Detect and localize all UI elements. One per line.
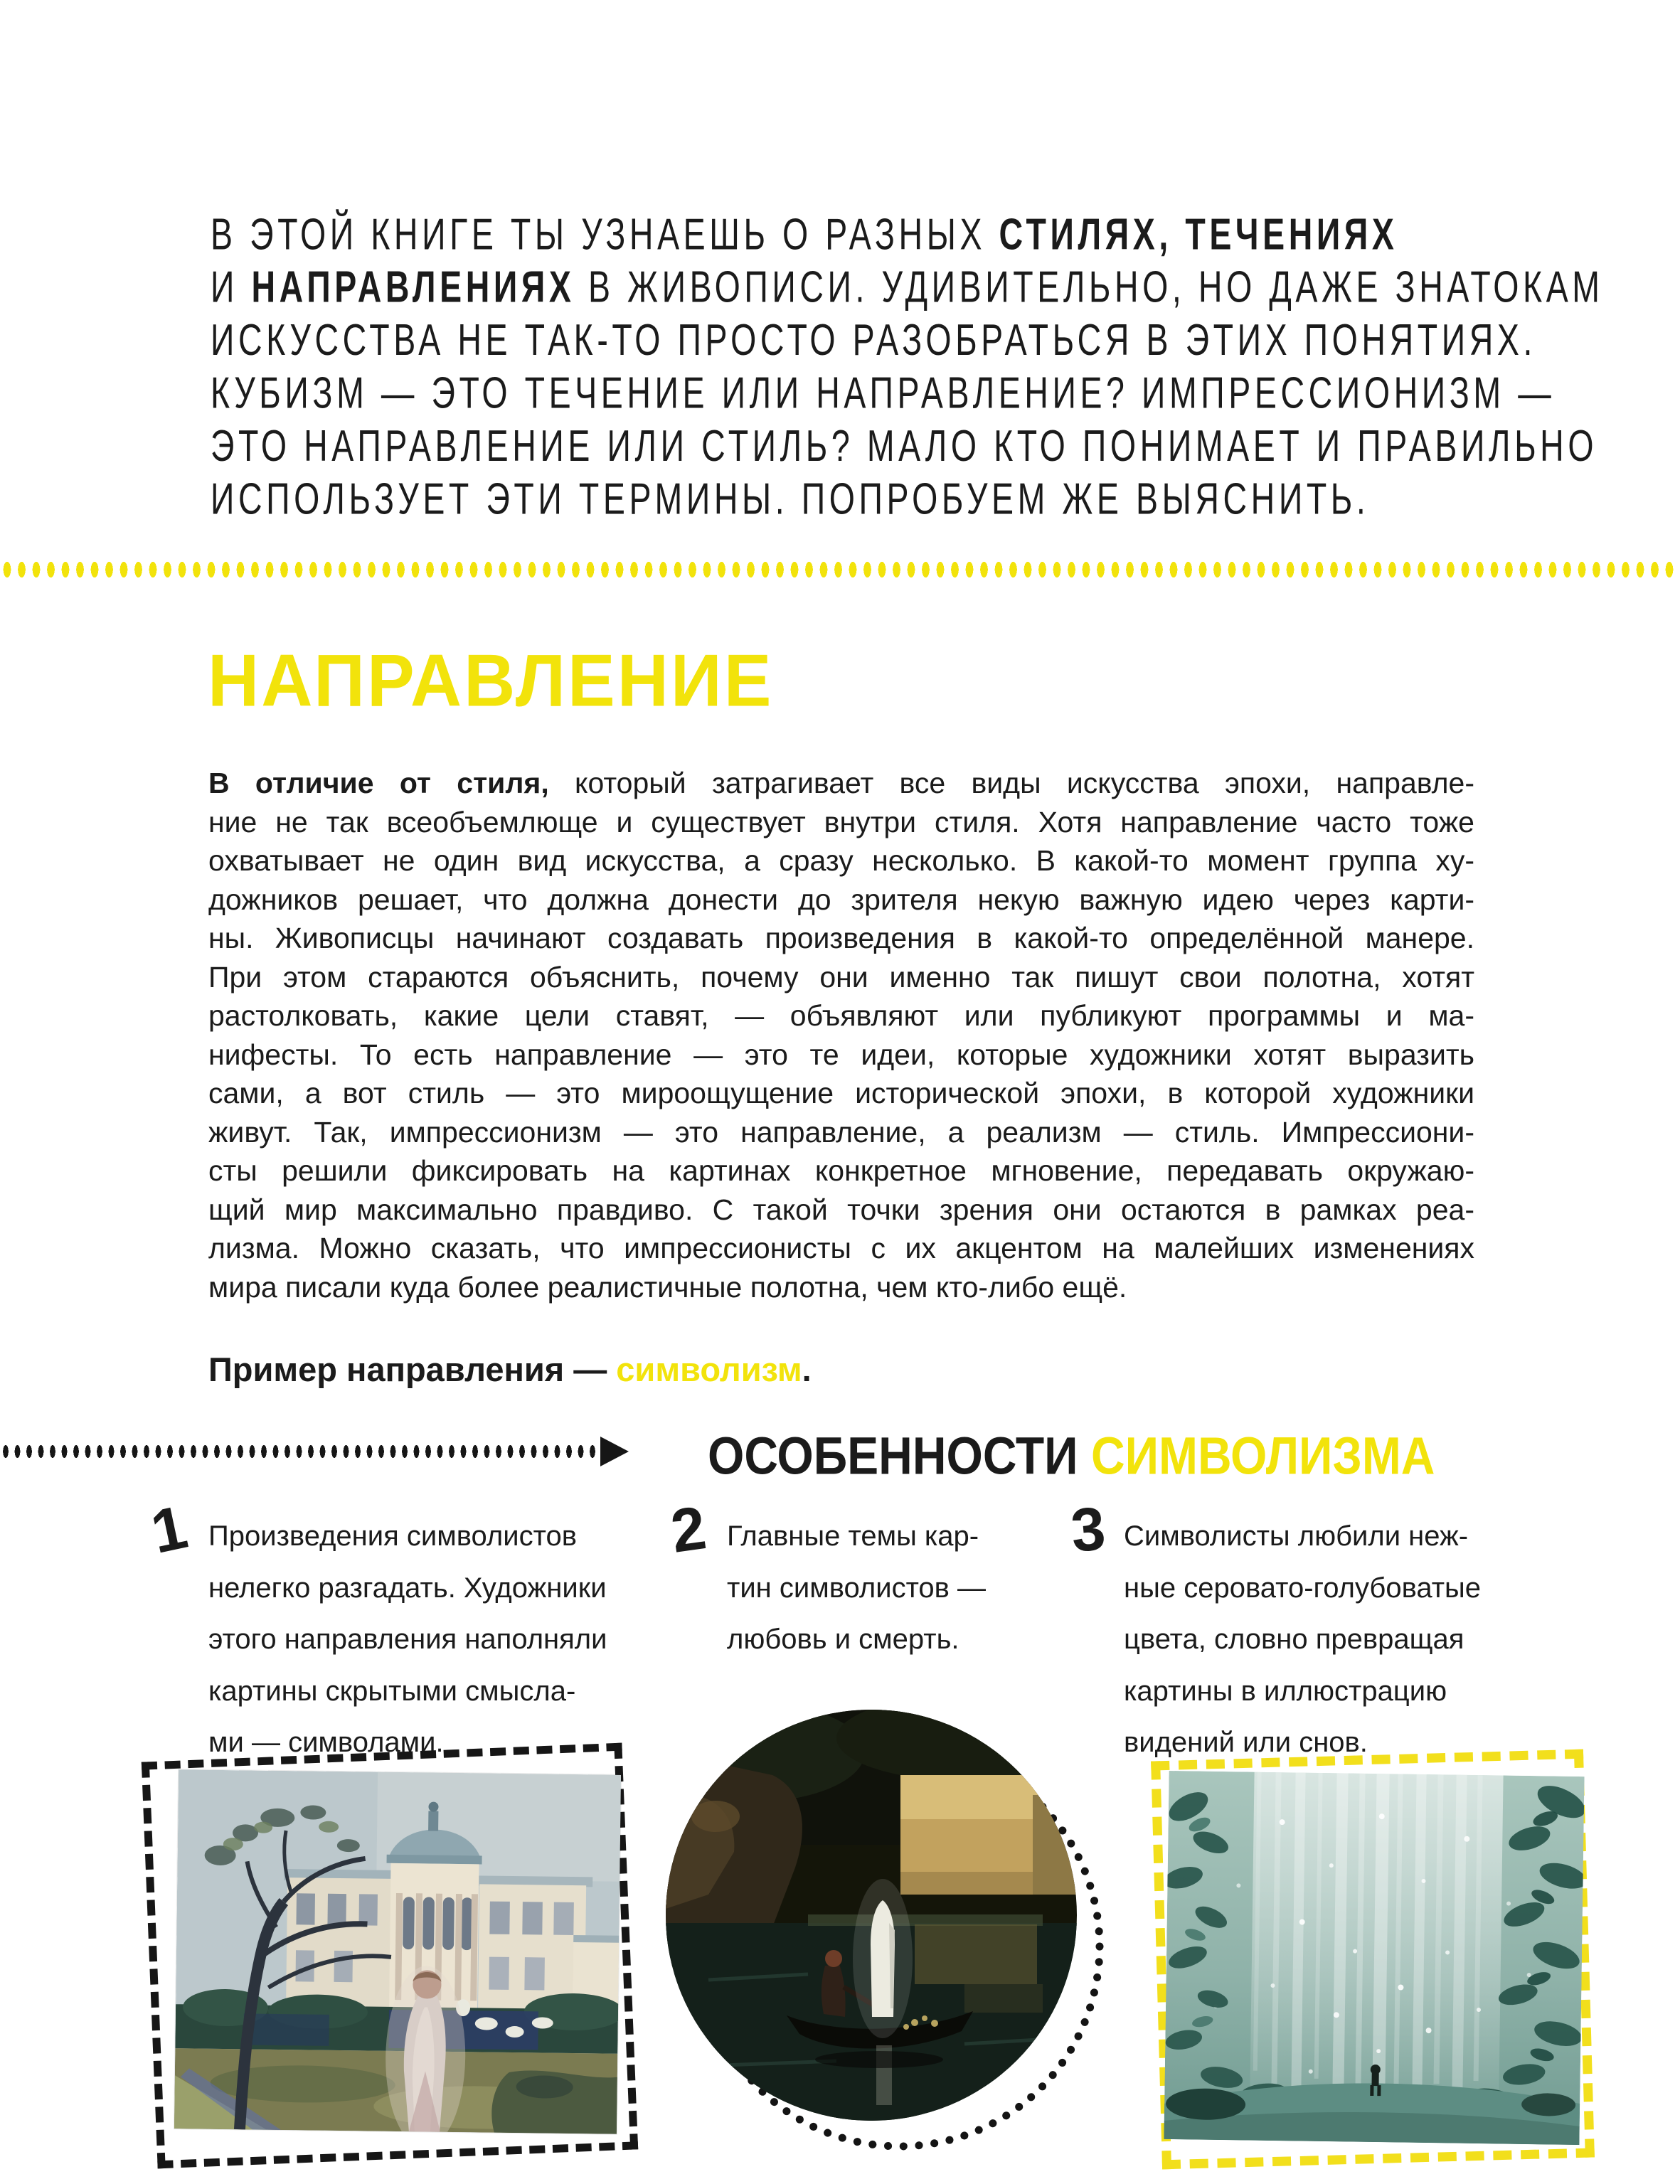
text-segment: КУБИЗМ — ЭТО ТЕЧЕНИЕ ИЛИ НАПРАВЛЕНИЕ? ИМПРЕССИОНИЗМ — <box>211 368 1556 418</box>
feature-number-3: 3 <box>1068 1494 1108 1565</box>
text-line <box>208 1229 1474 1268</box>
painting-star-rain-svg <box>1164 1771 1584 2145</box>
text-segment: СИМВОЛИЗМА <box>1090 1426 1435 1485</box>
text-segment: ЭТО НАПРАВЛЕНИЕ ИЛИ СТИЛЬ? МАЛО КТО ПОНИМАЕТ И ПРАВИЛЬНО <box>211 421 1598 471</box>
text-line <box>208 1268 1474 1307</box>
text-line <box>211 366 1556 419</box>
text-line <box>727 1614 986 1666</box>
text-line <box>211 420 1598 472</box>
text-segment: любовь и смерть. <box>727 1624 959 1655</box>
text-segment: ные серовато-голубоватые <box>1124 1572 1482 1604</box>
text-line <box>208 1151 1474 1190</box>
main-paragraph <box>208 764 1474 1306</box>
text-segment: ние не так всеобъемлюще и существует внутри стиля. Хотя направление часто тоже <box>208 805 1474 838</box>
text-line <box>208 1511 607 1562</box>
text-segment: В ЭТОЙ КНИГЕ ТЫ УЗНАЕШЬ О РАЗНЫХ <box>211 209 999 259</box>
text-segment: ИСКУССТВА НЕ ТАК-ТО ПРОСТО РАЗОБРАТЬСЯ В ЭТИХ ПОНЯТИЯХ. <box>211 315 1536 365</box>
arrow-head-icon <box>600 1437 629 1466</box>
text-segment: мира писали куда более реалистичные полотна, чем кто-либо ещё. <box>208 1270 1127 1304</box>
text-line <box>727 1511 986 1562</box>
text-line <box>1124 1562 1481 1614</box>
text-segment: цвета, словно превращая <box>1124 1624 1464 1655</box>
text-segment: сами, а вот стиль — это мироощущение исторической эпохи, в которой художники <box>208 1077 1474 1109</box>
text-line <box>1124 1666 1481 1717</box>
text-segment: который затрагивает все виды искусства эпохи, направле- <box>548 767 1474 799</box>
example-line <box>208 1350 812 1389</box>
feature-text-3 <box>1124 1511 1481 1769</box>
feature-number-2: 2 <box>666 1493 711 1566</box>
text-segment: этого направления наполняли <box>208 1624 607 1655</box>
text-segment: сты решили фиксировать на картинах конкретное мгновение, передавать окружаю- <box>208 1154 1474 1187</box>
text-segment: ми — символами. <box>208 1727 444 1758</box>
text-segment: Главные темы кар- <box>727 1520 979 1552</box>
text-segment: картины в иллюстрацию <box>1124 1675 1447 1707</box>
intro-text <box>211 208 1604 525</box>
feature-text-2 <box>727 1511 986 1666</box>
feature-text-1 <box>208 1511 607 1769</box>
page-title: НАПРАВЛЕНИЕ <box>208 639 774 723</box>
text-line <box>208 1666 607 1717</box>
text-segment: символизм <box>616 1351 802 1388</box>
painting-ghost-manor <box>174 1769 621 2134</box>
text-segment: нифесты. То есть направление — это те идеи, которые художники хотят выразить <box>208 1038 1474 1071</box>
text-line <box>208 841 1474 880</box>
painting-star-rain <box>1164 1771 1584 2145</box>
text-segment: Пример направления — <box>208 1351 617 1388</box>
text-line <box>208 1074 1474 1113</box>
artwork-night-boat <box>666 1710 1135 2179</box>
artwork-ghost-manor <box>149 1752 630 2159</box>
text-segment: ИСПОЛЬЗУЕТ ЭТИ ТЕРМИНЫ. ПОПРОБУЕМ ЖЕ ВЫЯСНИТЬ. <box>211 474 1370 523</box>
dotted-divider <box>0 560 1680 579</box>
painting-night-boat-svg <box>666 1710 1077 2121</box>
text-line <box>727 1562 986 1614</box>
text-line <box>208 803 1474 842</box>
text-segment: лизма. Можно сказать, что импрессионисты с их акцентом на малейших изменениях <box>208 1232 1474 1264</box>
arrow-dots <box>0 1444 602 1459</box>
painting-ghost-manor-svg <box>174 1769 621 2134</box>
text-line <box>208 880 1474 920</box>
text-line <box>208 1562 607 1614</box>
text-segment: тин символистов — <box>727 1572 987 1604</box>
text-segment: Символисты любили неж- <box>1124 1520 1469 1552</box>
painting-night-boat <box>666 1710 1077 2121</box>
text-line <box>208 1035 1474 1075</box>
text-segment: ОСОБЕННОСТИ <box>708 1426 1091 1485</box>
text-segment: растолковать, какие цели ставят, — объявляют или публикуют программы и ма- <box>208 999 1474 1032</box>
text-line <box>208 1113 1474 1152</box>
text-segment: НАПРАВЛЕНИЯХ <box>251 262 575 312</box>
text-segment: И <box>211 262 252 312</box>
text-line <box>208 1614 607 1666</box>
text-line <box>208 1190 1474 1230</box>
text-line <box>208 764 1474 803</box>
artwork-star-rain <box>1157 1755 1589 2163</box>
text-segment: В ЖИВОПИСИ. УДИВИТЕЛЬНО, НО ДАЖЕ ЗНАТОКАМ <box>575 262 1604 312</box>
text-segment: дожников решает, что должна донести до зрителя некую важную идею через карти- <box>208 883 1474 916</box>
text-segment: нелегко разгадать. Художники <box>208 1572 607 1604</box>
text-line <box>208 919 1474 958</box>
text-segment: щий мир максимально правдиво. С такой точки зрения они остаются в рамках реа- <box>208 1193 1474 1226</box>
features-heading <box>708 1425 1435 1486</box>
text-line <box>1124 1614 1481 1666</box>
text-segment: . <box>802 1351 812 1388</box>
text-line <box>1124 1511 1481 1562</box>
text-line <box>211 314 1536 366</box>
text-segment: В отличие от стиля, <box>208 767 549 799</box>
text-segment: СТИЛЯХ, ТЕЧЕНИЯХ <box>999 209 1398 259</box>
text-segment: картины скрытыми смысла- <box>208 1675 576 1707</box>
text-segment: ны. Живописцы начинают создавать произведения в какой-то определённой манере. <box>208 922 1474 954</box>
text-line <box>211 208 1401 260</box>
text-segment: Произведения символистов <box>208 1520 577 1552</box>
text-line <box>211 472 1401 525</box>
text-segment: видений или снов. <box>1124 1727 1368 1758</box>
text-line <box>208 958 1474 997</box>
text-segment: живут. Так, импрессионизм — это направление, а реализм — стиль. Импрессиони- <box>208 1115 1474 1149</box>
text-segment: охватывает не один вид искусства, а сразу несколько. В какой-то момент группа ху- <box>208 844 1474 877</box>
dotted-arrow <box>0 1435 640 1466</box>
feature-number-1: 1 <box>145 1493 193 1567</box>
text-segment: При этом стараются объяснить, почему они именно так пишут свои полотна, хотят <box>208 960 1474 994</box>
text-line <box>208 996 1474 1035</box>
text-line <box>211 260 1604 313</box>
